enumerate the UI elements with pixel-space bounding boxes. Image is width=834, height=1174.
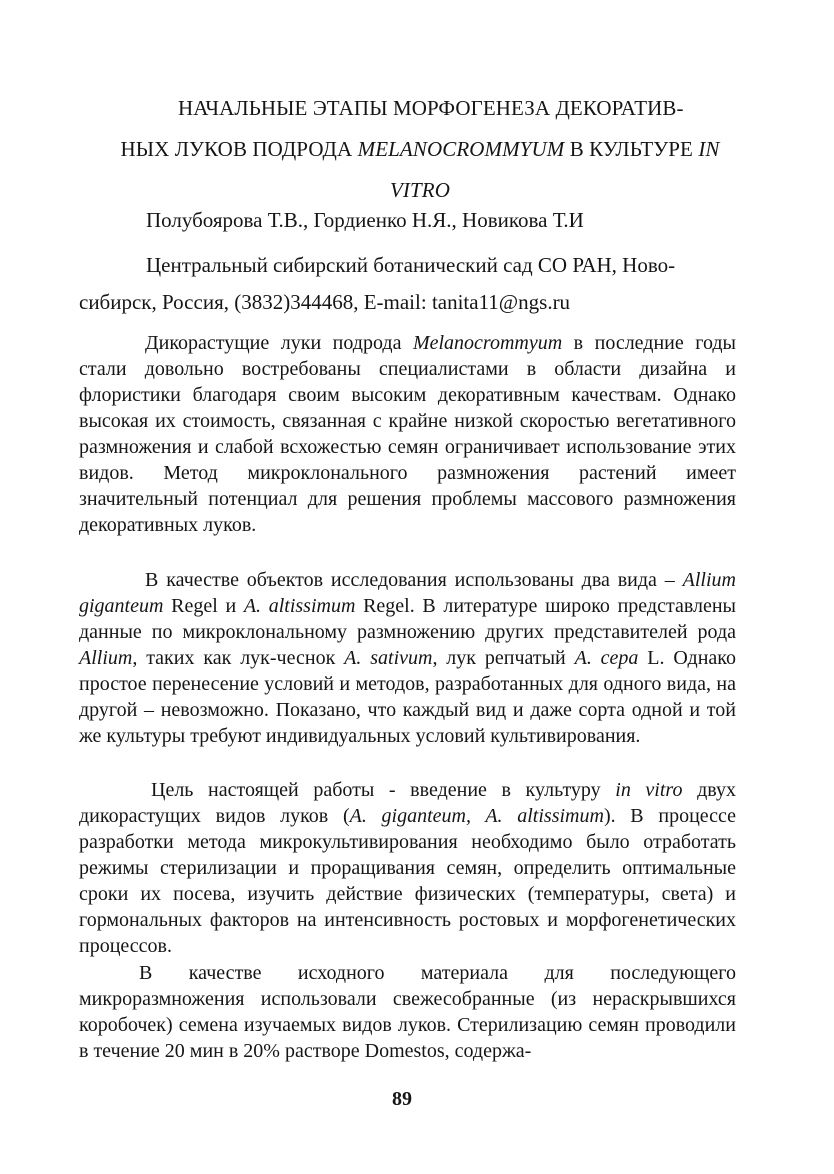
italic-term: A. sativum: [344, 647, 433, 669]
paragraph-2: [79, 567, 736, 749]
paragraph-text: Цель настоящей работы - введение в культуру: [151, 779, 616, 801]
paragraph-1: [79, 330, 736, 538]
page-number: 89: [392, 1088, 412, 1110]
title-line-2: [70, 129, 770, 170]
italic-term: in vitro: [615, 779, 683, 801]
italic-term: A. cepa: [574, 647, 639, 669]
italic-term: Allium giganteum: [79, 569, 736, 617]
paragraph-text: ). В процессе разработки метода микрокультивирования необходимо было отработать режимы стерилизации и проращивания семян, определить оптимальные сроки их посева, изучить действие физических (температуры, света) и гормональных факторов на интенсивность ростовых и морфогенетических процессов.: [79, 805, 737, 957]
title-genus: MELANOCROMMYUM: [357, 137, 565, 161]
paragraph-text: Regel и: [163, 595, 244, 617]
title-in: IN: [698, 137, 720, 161]
paragraph-text: Regel. В литературе широко представлены данные по микроклональному размножению других представителей рода: [79, 595, 736, 643]
italic-term: A. giganteum, A. altissimum: [349, 805, 604, 827]
title-text: В КУЛЬТУРЕ: [564, 137, 699, 161]
affiliation-line-1: Центральный сибирский ботанический сад СО РАН, Ново-: [146, 253, 676, 277]
affiliation-line-2: сибирск, Россия, (3832)344468, E-mail: tanita11@ngs.ru: [79, 290, 571, 314]
italic-term: Allium: [79, 647, 133, 669]
paragraph-text: L. Однако простое перенесение условий и методов, разработанных для одного вида, на другой – невозможно. Показано, что каждый вид и даже сорта одной и той же культуры требуют индивидуальных условий культивирования.: [79, 647, 737, 747]
paragraph-text: В качестве исходного материала для последующего микроразмножения использовали свежесобранные (из нераскрывшихся коробочек) семена изучаемых видов луков. Стерилизацию семян проводили в течение 20 мин в 20% растворе Domestos, содержа-: [79, 962, 736, 1062]
paragraph-text: , таких как лук-чеснок: [132, 647, 345, 669]
paragraph-text: двух дикорастущих видов луков (: [79, 779, 737, 827]
paragraph-text: в последние годы стали довольно востребованы специалистами в области дизайна и флористики благодаря своим высоким декоративным качествам. Однако высокая их стоимость, связанная с крайне низкой скоростью вегетативного размножения и слабой всхожестью семян ограничивает использование этих видов. Метод микроклонального размножения растений имеет значительный потенциал для решения проблемы массового размножения декоративных луков.: [79, 332, 736, 536]
paragraph-text: В качестве объектов исследования использованы два вида –: [145, 569, 683, 591]
paragraph-text: Дикорастущие луки подрода: [145, 332, 413, 354]
paragraph-3: [79, 777, 736, 959]
title-vitro: VITRO: [390, 178, 450, 202]
paragraph-4: [79, 960, 736, 1064]
paper-title: [70, 88, 770, 211]
title-text: НЫХ ЛУКОВ ПОДРОДА: [120, 137, 358, 161]
authors: Полубоярова Т.В., Гордиенко Н.Я., Новикова Т.И: [146, 208, 584, 232]
title-line-3: [70, 170, 770, 211]
italic-term: A. altissimum: [243, 595, 356, 617]
paragraph-text: , лук репчатый: [432, 647, 575, 669]
title-line-1: НАЧАЛЬНЫЕ ЭТАПЫ МОРФОГЕНЕЗА ДЕКОРАТИВ-: [178, 96, 684, 120]
italic-term: Melanocrommyum: [412, 332, 563, 354]
